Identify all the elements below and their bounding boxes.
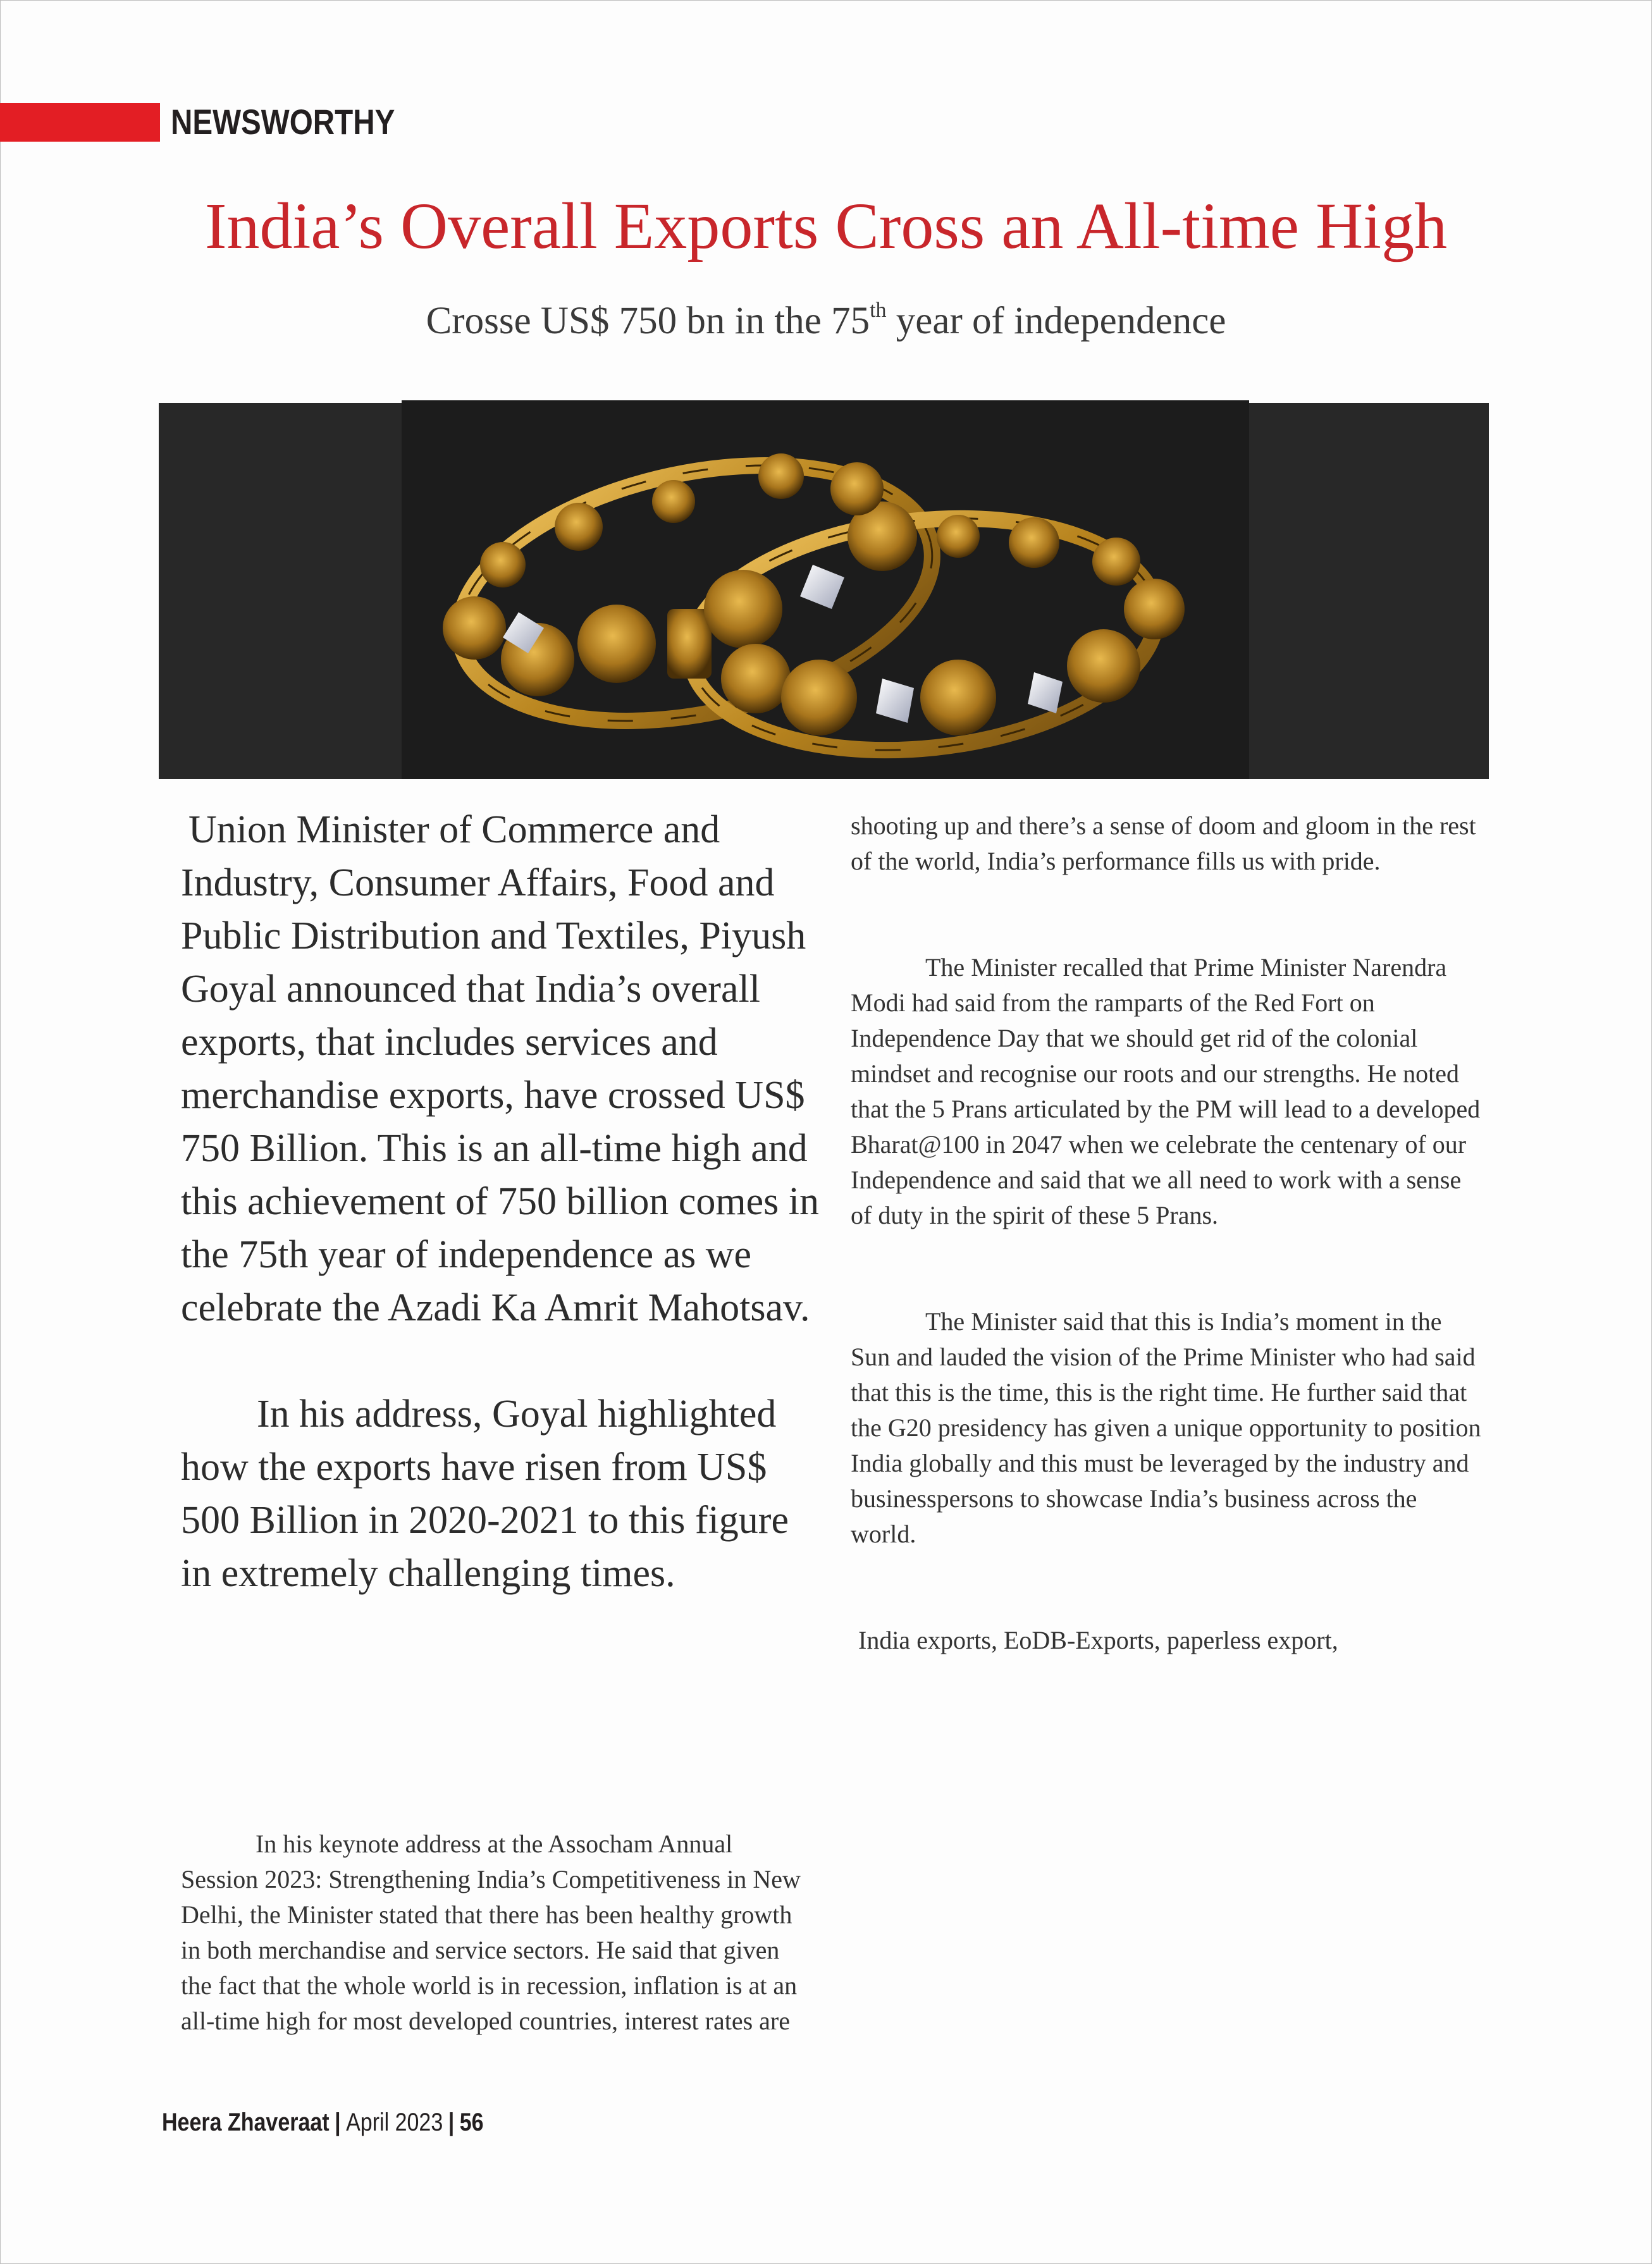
body-paragraph: The Minister recalled that Prime Minister Narendra Modi had said from the ramparts of the Red Fort on Independence Day that we should get rid of the colonial mindset and recognise our roots and our strengths. He noted that the 5 Prans articulated by the PM will lead to a developed Bharat@100 in 2047 when we celebrate the centenary of our Independence and said that we all need to work with a sense of duty in the spirit of these 5 Prans. — [851, 953, 1481, 1229]
gold-bangles-icon — [402, 400, 1249, 779]
subtitle-superscript: th — [870, 298, 887, 322]
footer-publication: Heera Zhaveraat — [162, 2108, 330, 2136]
body-paragraph: The Minister said that this is India’s moment in the Sun and lauded the vision of the Prime Minister who had said that this is the time, this is the right time. He further said that the G20 presidency has given a unique opportunity to position India globally and this must be leveraged by the industry and businesspersons to showcase India’s business across the world. — [851, 1307, 1481, 1548]
article-title: India’s Overall Exports Cross an All-time High — [204, 190, 1448, 262]
body-paragraph: In his keynote address at the Assocham Annual Session 2023: Strengthening India’s Competitiveness in New Delhi, the Minister stated that there has been healthy growth in both merchandise and service sectors. He said that given the fact that the whole world is in recession, inflation is at an all-time high for most developed countries, interest rates are — [181, 1830, 801, 2035]
footer-separator: | — [335, 2108, 341, 2136]
footer-page-number: 56 — [459, 2108, 484, 2136]
hero-image — [159, 403, 1489, 779]
footer-date: April 2023 — [346, 2108, 443, 2136]
page-footer — [162, 2108, 484, 2137]
bangles-photo — [402, 400, 1249, 779]
footer-separator: | — [448, 2108, 455, 2136]
article-subtitle — [0, 299, 1652, 343]
body-left-column — [181, 1826, 813, 2039]
section-accent-bar — [0, 103, 160, 142]
body-paragraph: shooting up and there’s a sense of doom and gloom in the rest of the world, India’s performance fills us with pride. — [851, 811, 1476, 875]
section-label: NEWSWORTHY — [171, 102, 395, 142]
lead-paragraph: In his address, Goyal highlighted how the exports have risen from US$ 500 Billion in 2020-2021 to this figure in extremely challenging times. — [181, 1393, 789, 1595]
subtitle-text: Crosse US$ 750 bn in the 75 — [426, 300, 870, 342]
body-right-column — [851, 808, 1483, 1658]
lead-paragraph: Union Minister of Commerce and Industry, Consumer Affairs, Food and Public Distribution and Textiles, Piyush Goyal announced that India’s overall exports, that includes services and merchandise exports, have crossed US$ 750 Billion. This is an all-time high and this achievement of 750 billion comes in the 75th year of independence as we celebrate the Azadi Ka Amrit Mahotsav. — [181, 808, 820, 1329]
lead-column — [181, 803, 820, 1600]
article-tags: India exports, EoDB-Exports, paperless export, — [858, 1626, 1338, 1654]
subtitle-text-end: year of independence — [886, 300, 1226, 342]
